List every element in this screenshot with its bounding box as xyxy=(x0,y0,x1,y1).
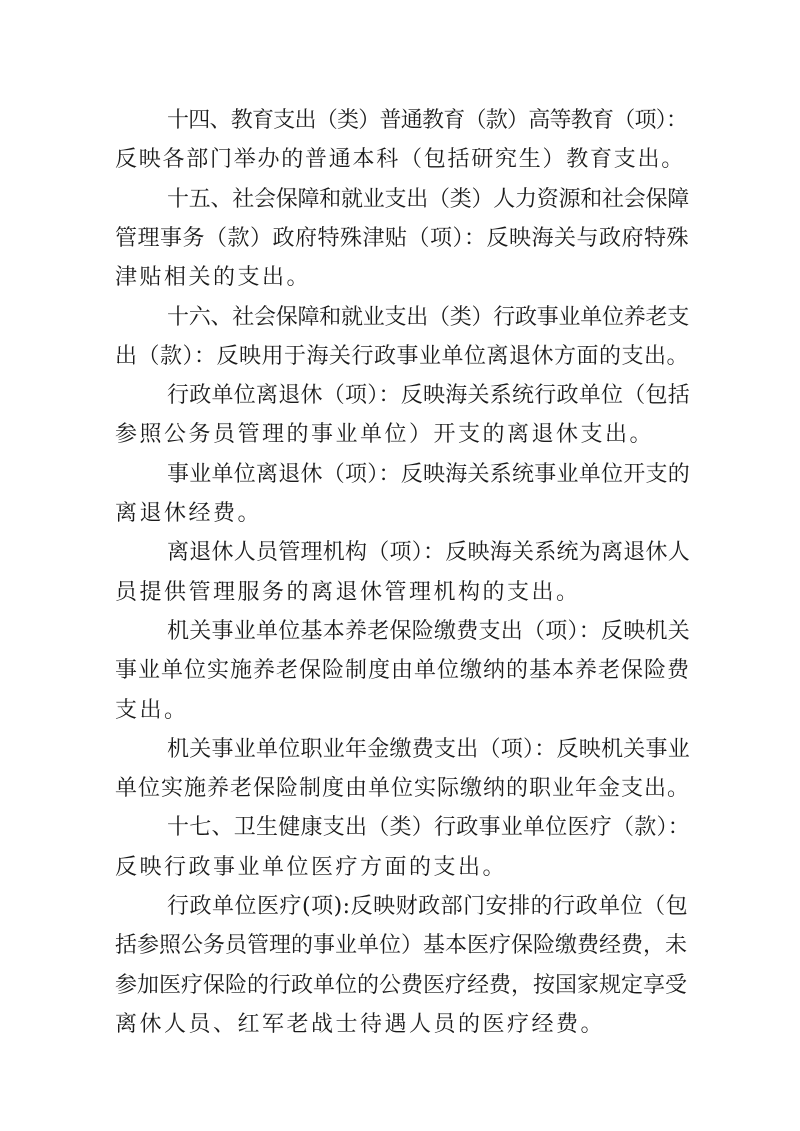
text-line: 事业单位实施养老保险制度由单位缴纳的基本养老保险费 xyxy=(115,658,691,683)
text-line: 管理事务（款）政府特殊津贴（项）：反映海关与政府特殊 xyxy=(115,226,690,251)
text-line: 参加医疗保险的行政单位的公费医疗经费，按国家规定享受 xyxy=(115,973,688,998)
text-line: 括参照公务员管理的事业单位）基本医疗保险缴费经费，未 xyxy=(115,933,688,958)
text-line: 员提供管理服务的离退休管理机构的支出。 xyxy=(115,580,581,605)
text-line: 出（款）：反映用于海关行政事业单位离退休方面的支出。 xyxy=(115,344,690,369)
text-line: 事业单位离退休（项）：反映海关系统事业单位开支的 xyxy=(167,462,691,487)
text-line: 反映各部门举办的普通本科（包括研究生）教育支出。 xyxy=(115,147,686,172)
text-line: 离退休经费。 xyxy=(115,501,263,526)
text-line: 十四、教育支出（类）普通教育（款）高等教育（项）： xyxy=(167,108,688,133)
text-line: 机关事业单位职业年金缴费支出（项）：反映机关事业 xyxy=(167,737,691,762)
text-line: 参照公务员管理的事业单位）开支的离退休支出。 xyxy=(115,422,655,447)
text-line: 十六、社会保障和就业支出（类）行政事业单位养老支 xyxy=(167,305,690,330)
text-line: 行政单位离退休（项）：反映海关系统行政单位（包括 xyxy=(167,383,691,408)
text-line: 离退休人员管理机构（项）：反映海关系统为离退休人 xyxy=(167,540,691,565)
text-line: 十五、社会保障和就业支出（类）人力资源和社会保障 xyxy=(167,187,690,212)
text-line: 津贴相关的支出。 xyxy=(115,265,312,290)
text-line: 单位实施养老保险制度由单位实际缴纳的职业年金支出。 xyxy=(115,776,691,801)
text-line: 十七、卫生健康支出（类）行政事业单位医疗（款）： xyxy=(167,815,691,840)
text-line: 离休人员、红军老战士待遇人员的医疗经费。 xyxy=(115,1012,606,1037)
text-line: 机关事业单位基本养老保险缴费支出（项）：反映机关 xyxy=(167,619,691,644)
text-line: 支出。 xyxy=(115,698,189,723)
text-line: 反映行政事业单位医疗方面的支出。 xyxy=(115,855,508,880)
text-line: 行政单位医疗(项):反映财政部门安排的行政单位（包 xyxy=(167,894,689,919)
